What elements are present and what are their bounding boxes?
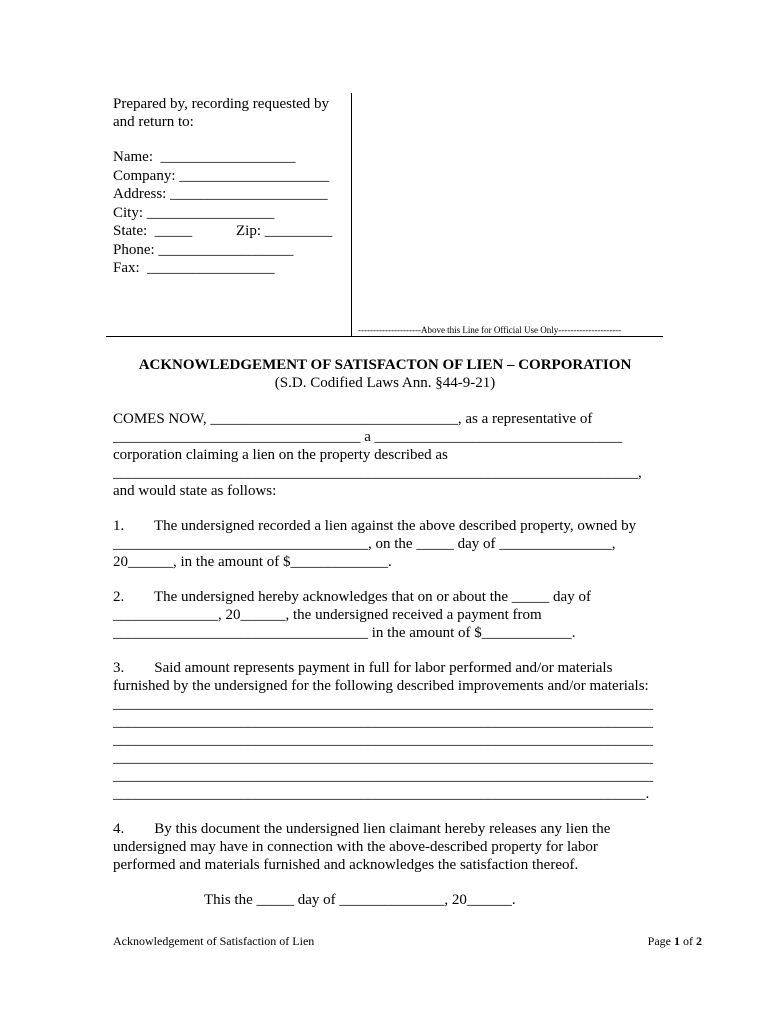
company-field: Company: ____________________ [113, 168, 330, 184]
intro-line3: corporation claiming a lien on the property described as [113, 447, 448, 463]
date-line: This the _____ day of ______________, 20______. [204, 892, 516, 908]
header-vertical-divider [351, 93, 352, 337]
intro-line1: COMES NOW, _________________________________, as a representative of [113, 411, 593, 427]
para3-blank-line: ________________________________________________________________________ [113, 696, 653, 712]
para3-blank-line: ________________________________________________________________________ [113, 732, 653, 748]
para3-line1: 3. Said amount represents payment in full for labor performed and/or materials [113, 660, 613, 676]
para3-blank-line: _______________________________________________________________________. [113, 786, 650, 802]
para3-line2: furnished by the undersigned for the following described improvements and/or materials: [113, 678, 649, 694]
para4-line3: performed and materials furnished and acknowledges the satisfaction thereof. [113, 857, 579, 873]
name-field: Name: __________________ [113, 149, 296, 165]
prepared-by-line1: Prepared by, recording requested by [113, 96, 330, 112]
para1-line2: __________________________________, on the _____ day of _______________, [113, 536, 616, 552]
intro-line5: and would state as follows: [113, 483, 277, 499]
document-subtitle: (S.D. Codified Laws Ann. §44-9-21) [274, 375, 496, 391]
intro-line2: _________________________________ a _________________________________ [113, 429, 623, 445]
para2-line1: 2. The undersigned hereby acknowledges that on or about the _____ day of [113, 589, 591, 605]
para3-blank-line: ________________________________________________________________________ [113, 750, 653, 766]
footer-page-number: Page 1 of 2 [647, 934, 702, 948]
para4-line2: undersigned may have in connection with the above-described property for labor [113, 839, 598, 855]
para2-line2: ______________, 20______, the undersigned received a payment from [113, 607, 542, 623]
header-horizontal-divider [106, 336, 663, 337]
prepared-by-line2: and return to: [113, 114, 194, 130]
para1-line1: 1. The undersigned recorded a lien against the above described property, owned by [113, 518, 637, 534]
state-field: State: _____ [113, 223, 193, 239]
para3-blank-line: ________________________________________________________________________ [113, 768, 653, 784]
phone-field: Phone: __________________ [113, 242, 294, 258]
footer-document-name: Acknowledgement of Satisfaction of Lien [113, 934, 315, 948]
official-use-note: ---------------------Above this Line for Official Use Only--------------------- [358, 325, 622, 335]
para2-line3: __________________________________ in the amount of $____________. [113, 625, 576, 641]
zip-field: Zip: _________ [236, 223, 333, 239]
address-field: Address: _____________________ [113, 186, 328, 202]
city-field: City: _________________ [113, 205, 275, 221]
para3-blank-line: ________________________________________________________________________ [113, 714, 653, 730]
fax-field: Fax: _________________ [113, 260, 275, 276]
para4-line1: 4. By this document the undersigned lien claimant hereby releases any lien the [113, 821, 611, 837]
document-title: ACKNOWLEDGEMENT OF SATISFACTON OF LIEN – CORPORATION [138, 357, 632, 373]
para1-line3: 20______, in the amount of $_____________. [113, 554, 392, 570]
intro-line4: ______________________________________________________________________, [113, 465, 642, 481]
